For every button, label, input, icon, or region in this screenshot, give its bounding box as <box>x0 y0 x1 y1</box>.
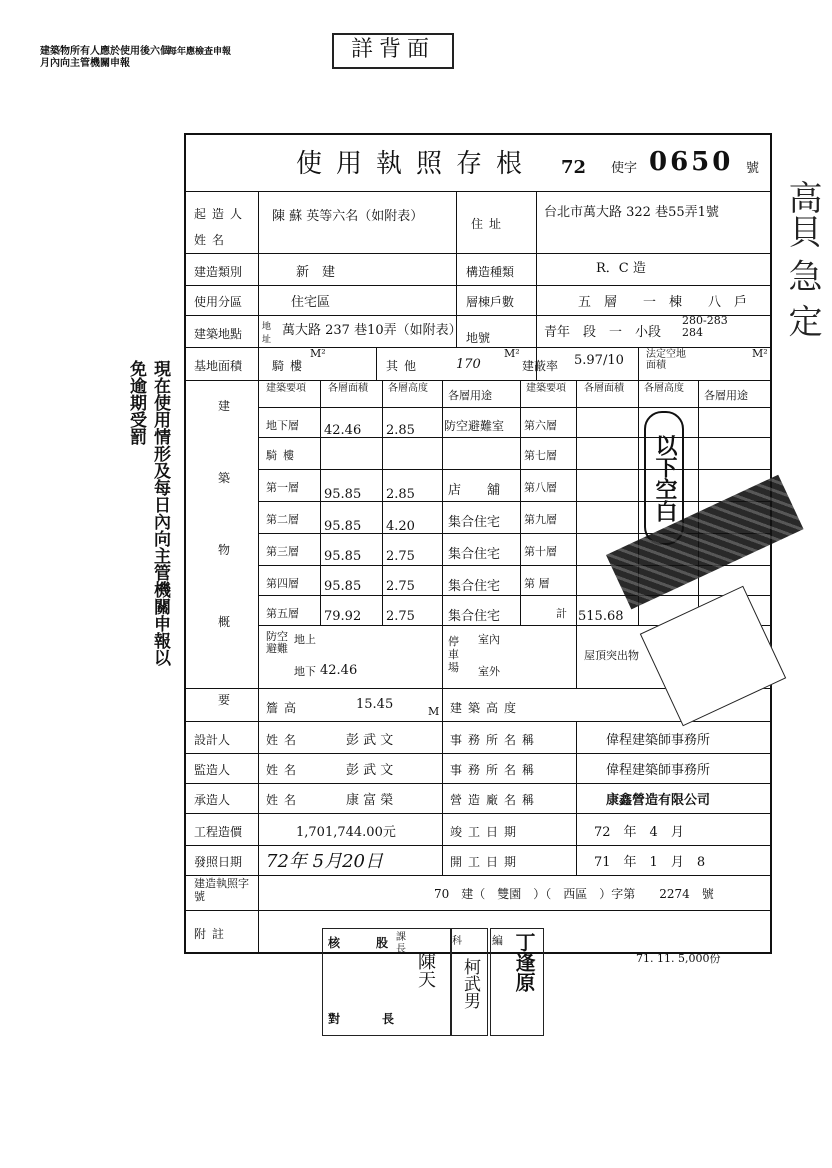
row-line <box>186 380 770 381</box>
label-builder: 起造人 <box>194 207 249 221</box>
label-build5: 要 <box>218 693 231 707</box>
col-line <box>576 721 577 875</box>
row-line <box>186 753 770 754</box>
back-side-stamp: 詳背面 <box>332 33 454 69</box>
label-outdoor: 室外 <box>478 665 500 678</box>
label-address: 住址 <box>471 217 508 231</box>
value-start-date: 71 年 1 月 8 <box>594 855 706 870</box>
col-line <box>382 380 383 625</box>
value-other-area: 170 <box>456 357 481 372</box>
value-contractor-name: 康 富 榮 <box>346 793 394 808</box>
row-line <box>186 285 770 286</box>
f1-area: 95.85 <box>324 487 362 502</box>
blank-note: 以下空白 <box>644 411 684 545</box>
value-designer-name: 彭 武 文 <box>346 733 394 748</box>
col-line <box>576 625 577 688</box>
signoff-c5: 編 <box>492 934 503 947</box>
permit-form <box>184 133 772 954</box>
col-line <box>258 191 259 952</box>
form-number: 0650 <box>649 147 734 177</box>
label-site-addr-tag: 地址 <box>262 322 272 345</box>
label-indoor: 室內 <box>478 633 500 646</box>
row-line <box>186 347 770 348</box>
row-f8: 第八層 <box>524 481 557 494</box>
label-floors: 層棟戶數 <box>466 295 515 309</box>
signoff-area <box>322 928 542 1036</box>
col-line <box>536 191 537 253</box>
f5-height: 2.75 <box>386 609 415 624</box>
value-coverage: 5.97/10 <box>574 353 624 368</box>
row-line <box>186 845 770 846</box>
col-line <box>442 688 443 721</box>
top-left-note-2: 每年應檢查申報 <box>168 47 232 57</box>
form-use-char: 使字 <box>611 161 638 176</box>
value-zone: 住宅區 <box>291 295 331 310</box>
label-other: 其他 <box>386 359 423 373</box>
basement-area: 42.46 <box>324 423 362 438</box>
header-item-2: 建築要項 <box>526 383 566 394</box>
f2-use: 集合住宅 <box>448 515 501 530</box>
signoff-zhang: 長 <box>382 1012 395 1026</box>
form-year: 72 <box>561 157 587 178</box>
f5-area: 79.92 <box>324 609 362 624</box>
label-permit-no: 建造執照字號 <box>194 877 249 903</box>
f1-height: 2.85 <box>386 487 415 502</box>
row-f3: 第三層 <box>266 545 299 558</box>
col-line <box>698 380 699 625</box>
label-remarks: 附註 <box>194 927 231 941</box>
row-line <box>186 253 770 254</box>
label-ground: 地上 <box>294 633 316 646</box>
label-parking: 停車場 <box>448 635 459 674</box>
signoff-seal1: 陳天 <box>415 952 436 988</box>
label-base-area: 基地面積 <box>194 359 243 373</box>
header-floor-height: 各層高度 <box>388 383 428 394</box>
value-address: 台北市萬大路 322 巷55弄1號 <box>544 205 719 220</box>
row-fn: 第 層 <box>524 577 550 590</box>
signoff-c4: 科 <box>452 936 462 947</box>
label-coverage: 建蔽率 <box>522 359 559 373</box>
label-site: 建築地點 <box>194 327 243 341</box>
value-designer-office: 偉程建築師事務所 <box>606 733 711 748</box>
value-structure: R．C 造 <box>596 261 646 276</box>
value-permit: 70 建（ 雙園 ）（ 西區 ）字第 2274 號 <box>434 887 714 901</box>
value-cost: 1,701,744.00元 <box>296 825 396 840</box>
form-title-main: 使用執照存根 <box>296 149 537 179</box>
label-land-no: 地號 <box>466 331 491 345</box>
label-contractor: 承造人 <box>194 793 231 807</box>
value-site-addr: 萬大路 237 巷10弄（如附表） <box>282 323 462 338</box>
side-note: 現在使用情形及每日內向主管機關申報以免逾期受罰 <box>126 360 170 666</box>
value-supervisor-office: 偉程建築師事務所 <box>606 763 711 778</box>
label-designer: 設計人 <box>194 733 231 747</box>
value-eave: 15.45 <box>356 697 394 712</box>
value-section: 青年 段 一 小段 <box>544 325 662 340</box>
footer-print-info: 71. 11. 5,000份 <box>636 952 721 965</box>
label-building-height: 建築高度 <box>450 701 523 715</box>
label-supervisor-name: 姓名 <box>266 763 303 777</box>
label-supervisor: 監造人 <box>194 763 231 777</box>
label-office-2: 事務所名稱 <box>450 763 541 777</box>
total-area: 515.68 <box>578 609 624 624</box>
label-start-date: 開工日期 <box>450 855 523 869</box>
label-build2: 築 <box>218 471 231 485</box>
label-roof: 屋頂突出物 <box>584 649 639 662</box>
form-hao: 號 <box>746 161 760 176</box>
header-floor-height-2: 各層高度 <box>644 383 684 394</box>
value-issue-date: 72年 5月20日 <box>266 851 383 872</box>
value-contractor-firm: 康鑫營造有限公司 <box>606 793 711 808</box>
f3-area: 95.85 <box>324 549 362 564</box>
basement-height: 2.85 <box>386 423 415 438</box>
label-cost: 工程造價 <box>194 825 243 839</box>
row-total: 計 <box>556 607 567 620</box>
label-zone: 使用分區 <box>194 295 243 309</box>
f2-height: 4.20 <box>386 519 415 534</box>
row-line <box>186 910 770 911</box>
value-air-raid-under: 42.46 <box>320 663 358 678</box>
value-build-type: 新 建 <box>296 265 336 280</box>
f4-height: 2.75 <box>386 579 415 594</box>
f3-use: 集合住宅 <box>448 547 501 562</box>
row-line <box>186 783 770 784</box>
stamp-overlay <box>640 586 786 727</box>
row-f5: 第五層 <box>266 607 299 620</box>
signoff-c3: 課長 <box>396 932 406 955</box>
row-f9: 第九層 <box>524 513 557 526</box>
row-f7: 第七層 <box>524 449 557 462</box>
col-line <box>442 815 443 875</box>
label-air-raid: 防空避難 <box>266 630 288 655</box>
row-f2: 第二層 <box>266 513 299 526</box>
header-floor-use: 各層用途 <box>448 389 492 402</box>
unit: M <box>428 705 440 718</box>
f2-area: 95.85 <box>324 519 362 534</box>
label-underground: 地下 <box>294 665 316 678</box>
label-issue-date: 發照日期 <box>194 855 243 869</box>
signoff-seal3: 丁逢原 <box>512 932 536 992</box>
label-firm: 營造廠名稱 <box>450 793 541 807</box>
basement-use: 防空避難室 <box>444 419 505 433</box>
col-line <box>258 625 259 688</box>
value-supervisor-name: 彭 武 文 <box>346 763 394 778</box>
col-line <box>376 347 377 380</box>
label-build4: 概 <box>218 615 231 629</box>
label-open-space: 法定空地面積 <box>646 349 686 371</box>
f1-use: 店 舖 <box>448 483 501 498</box>
signoff-dui: 對 <box>328 1012 341 1026</box>
row-arcade: 騎樓 <box>266 449 300 462</box>
row-f6: 第六層 <box>524 419 557 432</box>
header-item: 建築要項 <box>266 383 306 394</box>
label-eave: 簷高 <box>266 701 303 715</box>
row-line <box>186 875 770 876</box>
row-f10: 第十層 <box>524 545 557 558</box>
unit: M² <box>752 347 768 360</box>
label-completion: 竣工日期 <box>450 825 523 839</box>
row-f4: 第四層 <box>266 577 299 590</box>
col-line <box>442 625 443 688</box>
label-build-type: 建造類別 <box>194 265 243 279</box>
f4-use: 集合住宅 <box>448 579 501 594</box>
signoff-c2: 股 <box>376 936 389 950</box>
value-floors: 五 層 一 棟 八 戶 <box>578 295 748 310</box>
row-line <box>186 191 770 192</box>
value-builder-name: 陳 蘇 英等六名（如附表） <box>272 209 424 224</box>
label-designer-name: 姓名 <box>266 733 303 747</box>
label-build3: 物 <box>218 543 231 557</box>
col-line <box>638 347 639 380</box>
row-line <box>258 469 770 470</box>
signoff-c1: 核 <box>328 936 341 950</box>
label-arcade: 騎樓 <box>272 359 309 373</box>
row-f1: 第一層 <box>266 481 299 494</box>
header-floor-area-2: 各層面積 <box>584 383 624 394</box>
header-floor-area: 各層面積 <box>328 383 368 394</box>
value-completion: 72 年 4 月 <box>594 825 684 840</box>
col-line <box>320 380 321 625</box>
unit: M² <box>310 347 326 360</box>
header-floor-use-2: 各層用途 <box>704 389 748 402</box>
top-left-note: 建築物所有人應於使用後六個月內向主管機關申報 <box>40 46 170 69</box>
f3-height: 2.75 <box>386 549 415 564</box>
unit: M² <box>504 347 520 360</box>
dark-stamp-band <box>606 475 804 610</box>
col-line <box>576 380 577 625</box>
row-line <box>258 595 770 596</box>
form-title <box>186 135 770 189</box>
row-basement: 地下層 <box>266 419 299 432</box>
label-builder-name: 姓名 <box>194 233 231 247</box>
right-edge-fragment: 高貝 急 定 <box>782 180 822 338</box>
col-line <box>442 380 443 625</box>
row-line <box>186 813 770 814</box>
label-contractor-name: 姓名 <box>266 793 303 807</box>
row-line <box>258 407 770 408</box>
label-build: 建 <box>218 399 231 413</box>
label-office: 事務所名稱 <box>450 733 541 747</box>
label-structure: 構造種類 <box>466 265 515 279</box>
f5-use: 集合住宅 <box>448 609 501 624</box>
col-line <box>456 191 457 253</box>
f4-area: 95.85 <box>324 579 362 594</box>
value-land-no: 280-283 284 <box>682 314 728 339</box>
signoff-seal2: 柯武男 <box>460 958 480 1009</box>
col-line <box>520 380 521 625</box>
col-line <box>442 721 443 815</box>
